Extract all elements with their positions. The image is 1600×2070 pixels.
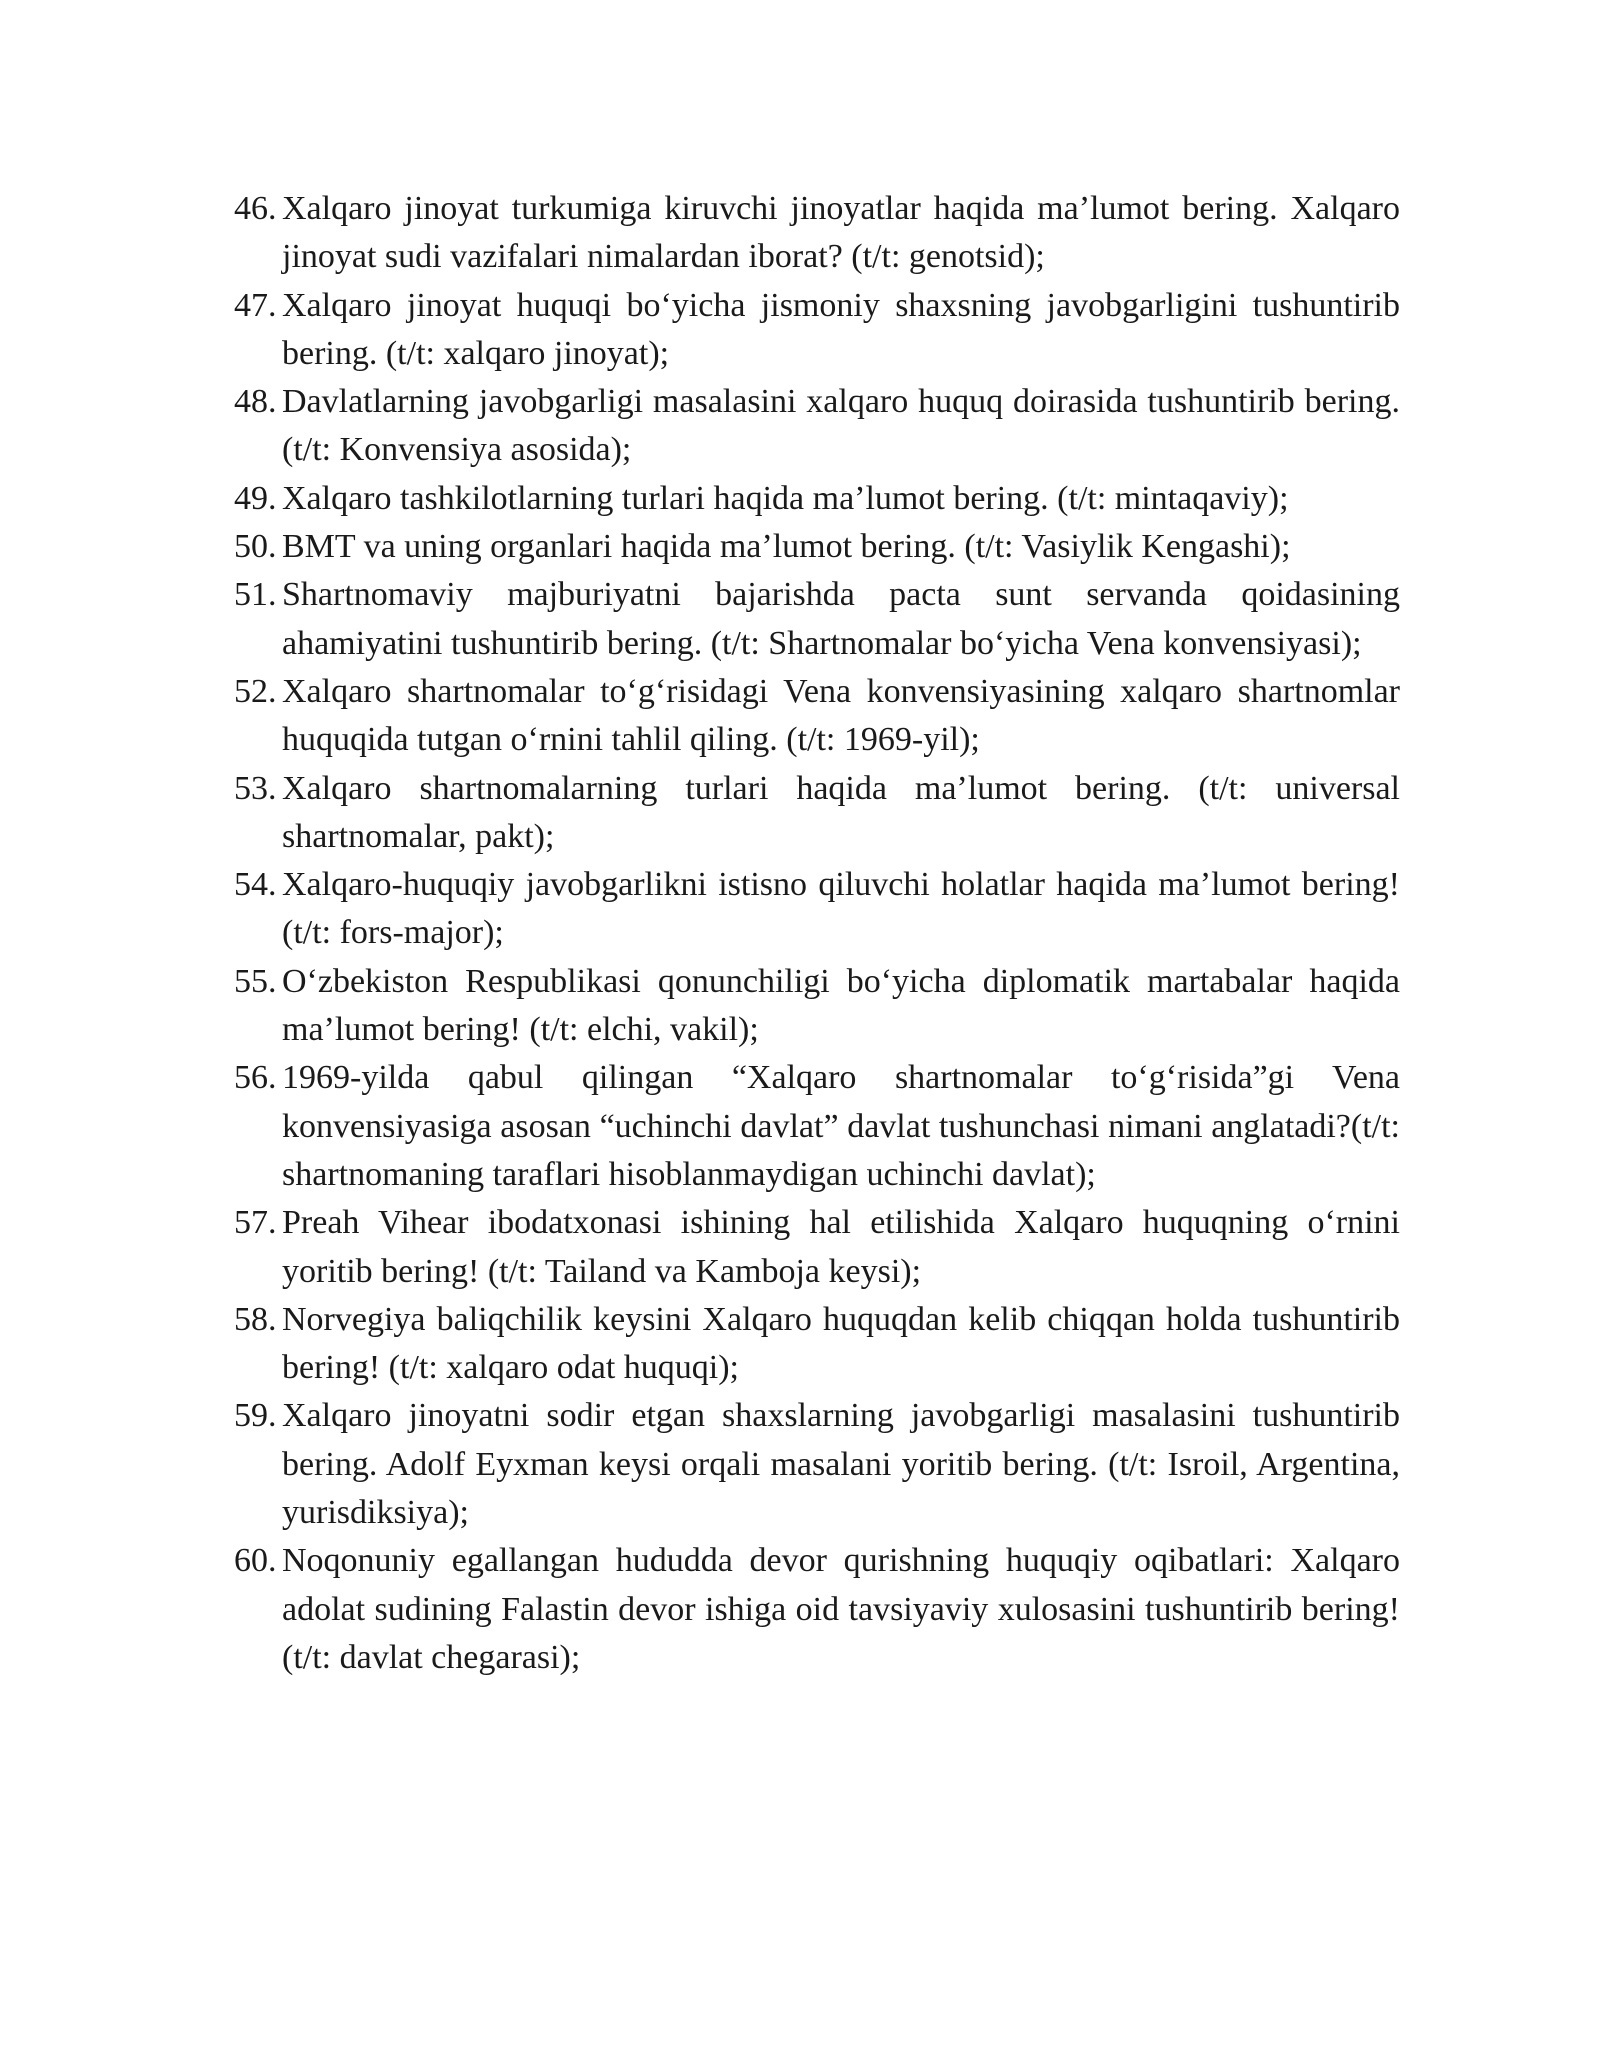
question-item	[234, 1054, 1400, 1199]
question-item	[234, 765, 1400, 862]
question-item	[234, 282, 1400, 379]
question-number: 57.	[234, 1204, 277, 1242]
question-text: Xalqaro-huquqiy javobgarlikni istisno qiluvchi holatlar haqida ma’lumot bering! (t/t: fors-major);	[282, 866, 1400, 952]
question-number: 58.	[234, 1300, 277, 1338]
question-item	[234, 185, 1400, 282]
question-number: 46.	[234, 190, 277, 227]
question-text: Davlatlarning javobgarligi masalasini xalqaro huquq doirasida tushuntirib bering. (t/t: Konvensiya asosida);	[282, 383, 1400, 469]
question-number: 54.	[234, 866, 277, 904]
question-number: 60.	[234, 1542, 277, 1580]
question-number: 48.	[234, 383, 277, 421]
question-item	[234, 475, 1400, 523]
question-number: 56.	[234, 1059, 277, 1097]
question-text: Xalqaro jinoyat turkumiga kiruvchi jinoyatlar haqida ma’lumot bering. Xalqaro jinoyat sudi vazifalari nimalardan iborat? (t/t: genotsid);	[282, 190, 1400, 276]
question-item	[234, 1392, 1400, 1537]
question-text: O‘zbekiston Respublikasi qonunchiligi bo‘yicha diplomatik martabalar haqida ma’lumot bering! (t/t: elchi, vakil);	[282, 962, 1400, 1049]
question-text: Norvegiya baliqchilik keysini Xalqaro huquqdan kelib chiqqan holda tushuntirib bering! (t/t: xalqaro odat huquqi);	[282, 1300, 1400, 1387]
question-item	[234, 1296, 1400, 1393]
question-number: 51.	[234, 576, 277, 614]
question-text: BMT va uning organlari haqida ma’lumot bering. (t/t: Vasiylik Kengashi);	[282, 528, 1291, 566]
question-number: 52.	[234, 672, 277, 710]
question-text: Xalqaro shartnomalarning turlari haqida ma’lumot bering. (t/t: universal shartnomalar, pakt);	[282, 769, 1400, 855]
question-number: 59.	[234, 1397, 277, 1435]
question-item	[234, 958, 1400, 1055]
question-item	[234, 1537, 1400, 1682]
question-item	[234, 378, 1400, 475]
question-number: 47.	[234, 286, 277, 324]
question-text: Noqonuniy egallangan hududda devor qurishning huquqiy oqibatlari: Xalqaro adolat sudining Falastin devor ishiga oid tavsiyaviy xulosasini tushuntirib bering! (t/t: davlat chegarasi);	[282, 1542, 1400, 1676]
question-list	[234, 185, 1400, 1682]
question-item	[234, 1199, 1400, 1296]
question-item	[234, 571, 1400, 668]
question-number: 55.	[234, 962, 277, 1000]
question-text: 1969-yilda qabul qilingan “Xalqaro shartnomalar to‘g‘risida”gi Vena konvensiyasiga asosan “uchinchi davlat” davlat tushunchasi nimani anglatadi?(t/t: shartnomaning taraflari hisoblanmaydigan uchinchi davlat);	[282, 1059, 1400, 1193]
question-text: Preah Vihear ibodatxonasi ishining hal etilishida Xalqaro huquqning o‘rnini yoritib bering! (t/t: Tailand va Kamboja keysi);	[282, 1204, 1400, 1290]
question-item	[234, 668, 1400, 765]
question-text: Shartnomaviy majburiyatni bajarishda pacta sunt servanda qoidasining ahamiyatini tushuntirib bering. (t/t: Shartnomalar bo‘yicha Vena konvensiyasi);	[282, 576, 1400, 662]
question-item	[234, 861, 1400, 958]
question-text: Xalqaro jinoyatni sodir etgan shaxslarning javobgarligi masalasini tushuntirib bering. Adolf Eyxman keysi orqali masalani yoritib bering. (t/t: Isroil, Argentina, yurisdiksiya);	[282, 1397, 1400, 1532]
question-text: Xalqaro jinoyat huquqi bo‘yicha jismoniy shaxsning javobgarligini tushuntirib bering. (t/t: xalqaro jinoyat);	[282, 286, 1400, 372]
question-item	[234, 523, 1400, 571]
question-text: Xalqaro tashkilotlarning turlari haqida ma’lumot bering. (t/t: mintaqaviy);	[282, 479, 1289, 517]
question-text: Xalqaro shartnomalar to‘g‘risidagi Vena konvensiyasining xalqaro shartnomlar huquqida tutgan o‘rnini tahlil qiling. (t/t: 1969-yil);	[282, 672, 1400, 759]
question-number: 49.	[234, 479, 277, 517]
question-number: 50.	[234, 528, 277, 566]
question-number: 53.	[234, 769, 277, 807]
